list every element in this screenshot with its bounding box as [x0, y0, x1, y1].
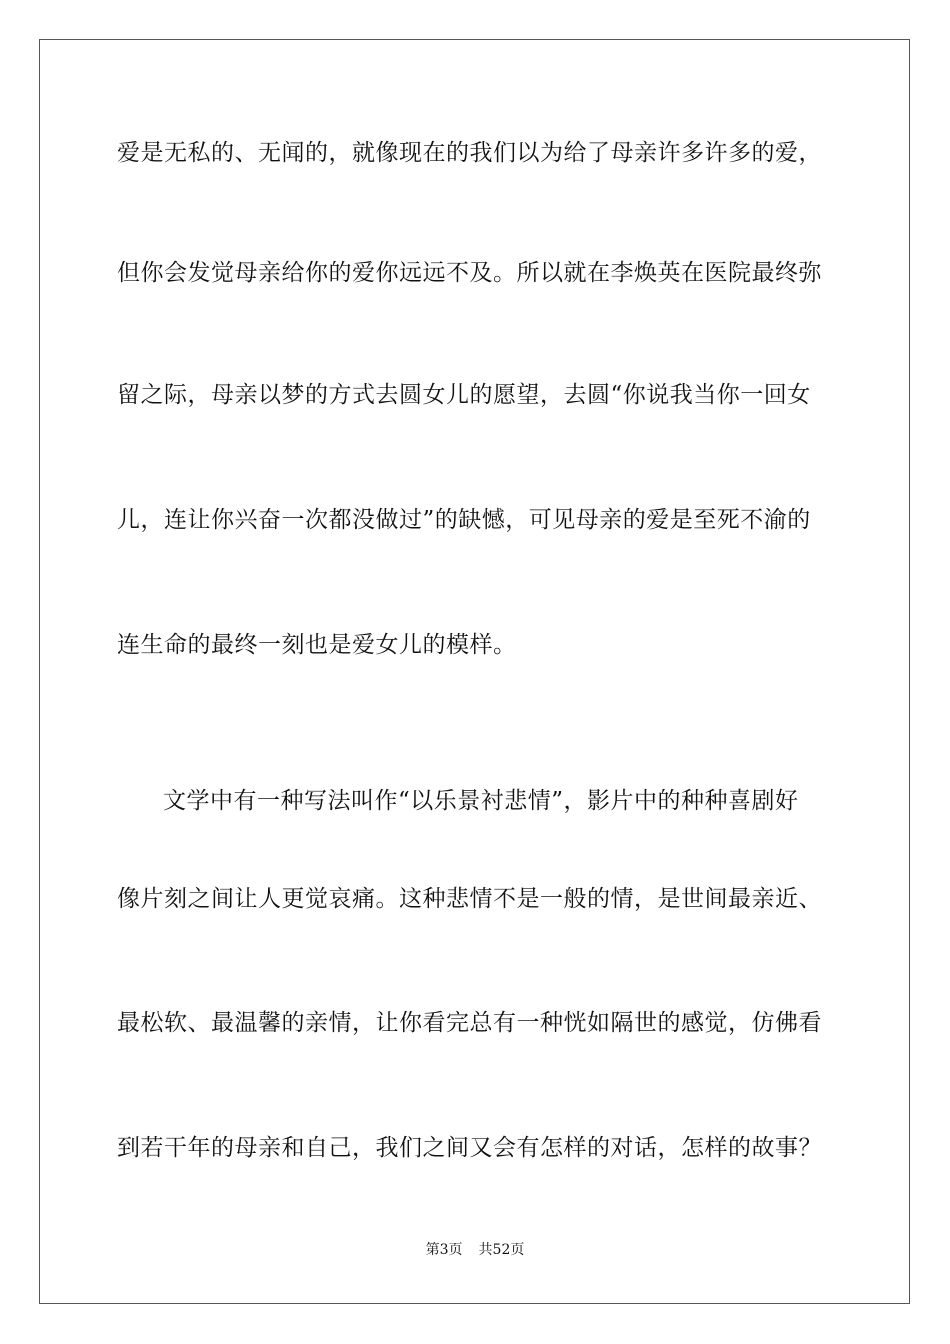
text-line-7: 像片刻之间让人更觉哀痛。这种悲情不是一般的情，是世间最亲近、 [117, 886, 822, 912]
page-number: 第3页 [425, 1242, 463, 1258]
text-line-3: 留之际，母亲以梦的方式去圆女儿的愿望，去圆“你说我当你一回女 [117, 382, 811, 408]
page-border [39, 39, 910, 1304]
text-line-9: 到若干年的母亲和自己，我们之间又会有怎样的对话，怎样的故事？ [117, 1135, 822, 1161]
text-line-2: 但你会发觉母亲给你的爱你远远不及。所以就在李焕英在医院最终弥 [117, 260, 822, 286]
page-total: 共52页 [478, 1242, 525, 1258]
text-line-4: 儿，连让你兴奋一次都没做过”的缺憾，可见母亲的爱是至死不渝的 [117, 507, 811, 533]
text-line-8: 最松软、最温馨的亲情，让你看完总有一种恍如隔世的感觉，仿佛看 [117, 1010, 822, 1036]
text-line-6: 文学中有一种写法叫作“以乐景衬悲情”，影片中的种种喜剧好 [163, 788, 799, 814]
text-line-1: 爱是无私的、无闻的，就像现在的我们以为给了母亲许多许多的爱， [117, 140, 822, 166]
text-line-5: 连生命的最终一刻也是爱女儿的模样。 [117, 632, 517, 658]
page-footer [0, 1240, 950, 1260]
